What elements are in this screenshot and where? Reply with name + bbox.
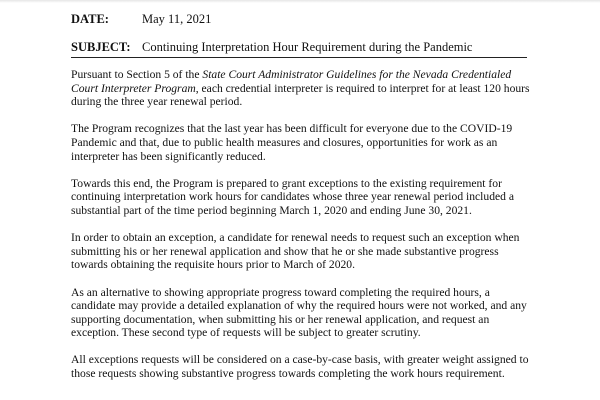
- paragraph-obtain-exception: In order to obtain an exception, a candidate for renewal needs to request such an exception when submitting his or her renewal application and show that he or she made substantive progress towards obtaining the requisite hours prior to March of 2020.: [71, 231, 520, 272]
- paragraph-alternative: As an alternative to showing appropriate progress toward completing the required hours, a candidate may provide a detailed explanation of why the required hours were not worked, and any supporting documentation, when submitting his or her renewal application, and request an exception. These second type of requests will be subject to greater scrutiny.: [71, 285, 527, 340]
- header-divider: [71, 57, 527, 58]
- paragraph-exceptions: Towards this end, the Program is prepared to grant exceptions to the existing requirement for continuing interpretation work hours for candidates whose three year renewal period included a substantial part of the time period beginning March 1, 2020 and ending June 30, 2021.: [71, 176, 514, 217]
- paragraph-guidelines: [71, 68, 531, 109]
- paragraph-case-by-case: All exceptions requests will be considered on a case-by-case basis, with greater weight assigned to those requests showing substantive progress towards completing the work hours requirement.: [71, 353, 529, 381]
- paragraph-guidelines-start: Pursuant to Section 5 of the: [71, 68, 203, 81]
- memo-date-row: [71, 12, 212, 26]
- memo-date-label: DATE:: [71, 12, 109, 26]
- memo-subject-row: [71, 40, 473, 54]
- guidelines-title: State Court Administrator Guidelines for the Nevada Credentialed Court Interpreter Program: [71, 68, 512, 95]
- memo-subject-label: SUBJECT:: [71, 40, 131, 54]
- paragraph-guidelines-end: , each credential interpreter is required to interpret for at least 120 hours during the three year renewal period.: [71, 81, 530, 109]
- paragraph-pandemic: The Program recognizes that the last year has been difficult for everyone due to the COVID-19 Pandemic and that, due to public health measures and closures, opportunities for work as an interpreter has been significantly reduced.: [71, 122, 513, 163]
- memo-body: [71, 68, 531, 394]
- page-top-edge: [0, 0, 600, 3]
- memo-subject-value: Continuing Interpretation Hour Requirement during the Pandemic: [142, 40, 473, 54]
- memo-date-value: May 11, 2021: [142, 12, 212, 26]
